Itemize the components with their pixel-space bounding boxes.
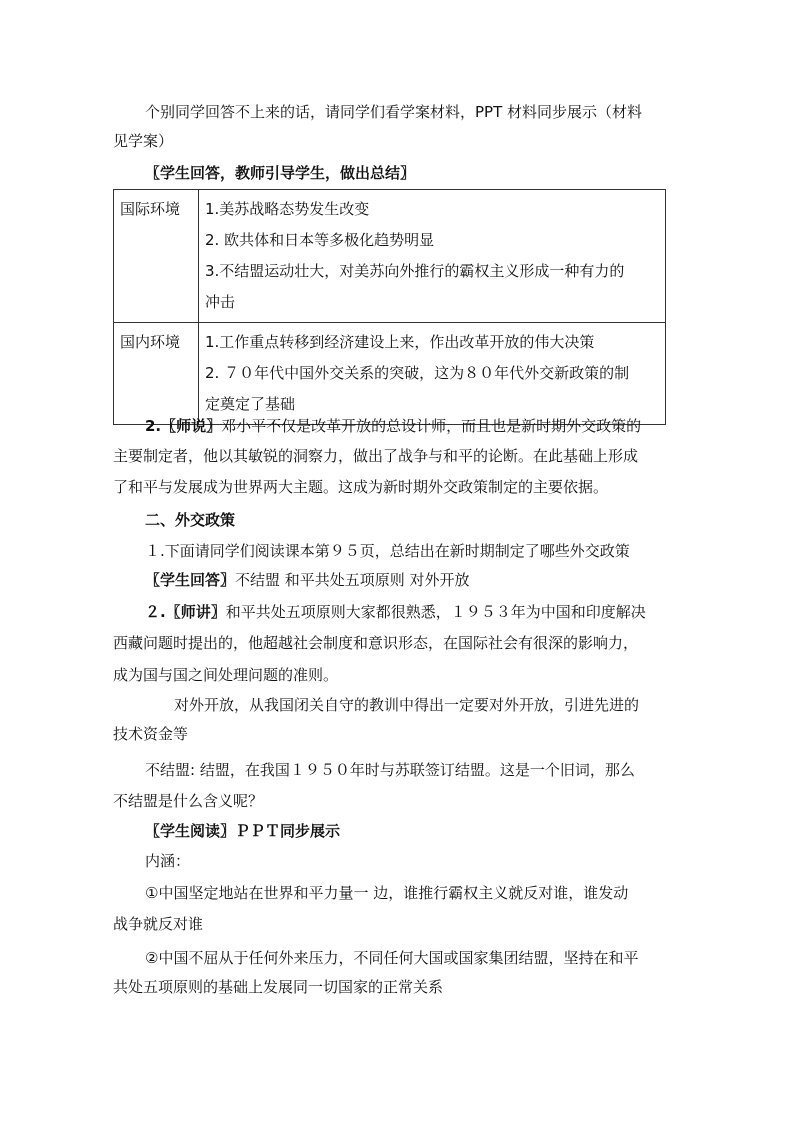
student-answer-label: 〖学生回答〗 [145,571,236,589]
point-1-line-1: ①中国坚定地站在世界和平力量一 边，谁推行霸权主义就反对谁，谁发动 [145,884,629,902]
lecture-line-1 [145,599,715,625]
teacher-says-line-2: 主要制定者，他以其敏锐的洞察力，做出了战争与和平的论断。在此基础上形成 [113,447,639,465]
lecture-line-2: 西藏问题时提出的，他超越社会制度和意识形态，在国际社会有很深的影响力， [113,634,639,652]
list-item: 2. ７０年代中国外交关系的突破，这为８０年代外交新政策的制 [205,364,630,382]
teacher-says-line-1 [145,413,715,439]
list-item: 1.工作重点转移到经济建设上来，作出改革开放的伟大决策 [205,333,595,351]
list-item: 冲击 [205,293,236,311]
table-row [114,190,666,323]
question-1: １.下面请同学们阅读课本第９５页，总结出在新时期制定了哪些外交政策 [145,542,630,560]
lecture-prefix: ２.〖师讲〗 [145,603,226,621]
teacher-says-line-3: 了和平与发展成为世界两大主题。这成为新时期外交政策制定的主要依据。 [113,478,609,496]
student-answer-line [145,567,715,593]
list-item: 2. 欧共体和日本等多极化趋势明显 [205,231,435,249]
row-label-domestic: 国内环境 [114,323,199,425]
point-1-line-2: 战争就反对谁 [113,915,204,933]
list-item: 1.美苏战略态势发生改变 [205,200,370,218]
student-answer-text: 不结盟 和平共处五项原则 对外开放 [235,571,470,589]
section-two-heading: 二、外交政策 [145,511,236,529]
teacher-says-text-1: 邓小平不仅是改革开放的总设计师，而且也是新时期外交政策的 [221,417,642,435]
intro-line-1: 个别同学回答不上来的话，请同学们看学案材料，PPT 材料同步展示（材料 [145,103,643,121]
non-alignment-line-2: 不结盟是什么含义呢？ [113,792,264,810]
row-content-domestic [199,323,666,425]
row-label-international: 国际环境 [114,190,199,323]
list-item: 3.不结盟运动壮大，对美苏向外推行的霸权主义形成一种有力的 [205,262,625,280]
summary-heading: 〖学生回答，教师引导学生，做出总结〗 [145,164,416,182]
table-row [114,323,666,425]
lecture-line-3: 成为国与国之间处理问题的准则。 [113,666,339,684]
connotation-label: 内涵： [145,852,191,870]
list-item: 定奠定了基础 [205,395,296,413]
lecture-text-1: 和平共处五项原则大家都很熟悉，１９５３年为中国和印度解决 [225,603,646,621]
environment-table [113,189,666,425]
row-content-international [199,190,666,323]
point-2-line-1: ②中国不屈从于任何外来压力，不同任何大国或国家集团结盟，坚持在和平 [145,949,639,967]
point-2-line-2: 共处五项原则的基础上发展同一切国家的正常关系 [113,978,444,996]
open-policy-line-1: 对外开放，从我国闭关自守的教训中得出一定要对外开放，引进先进的 [174,696,640,714]
open-policy-line-2: 技术资金等 [113,725,189,743]
intro-line-2: 见学案） [113,132,174,150]
non-alignment-line-1: 不结盟: 结盟，在我国１９５０年时与苏联签订结盟。这是一个旧词，那么 [145,761,635,779]
student-reading-label: 〖学生阅读〗ＰＰＴ同步展示 [145,822,341,840]
teacher-says-prefix: 2.〖师说〗 [145,417,222,435]
